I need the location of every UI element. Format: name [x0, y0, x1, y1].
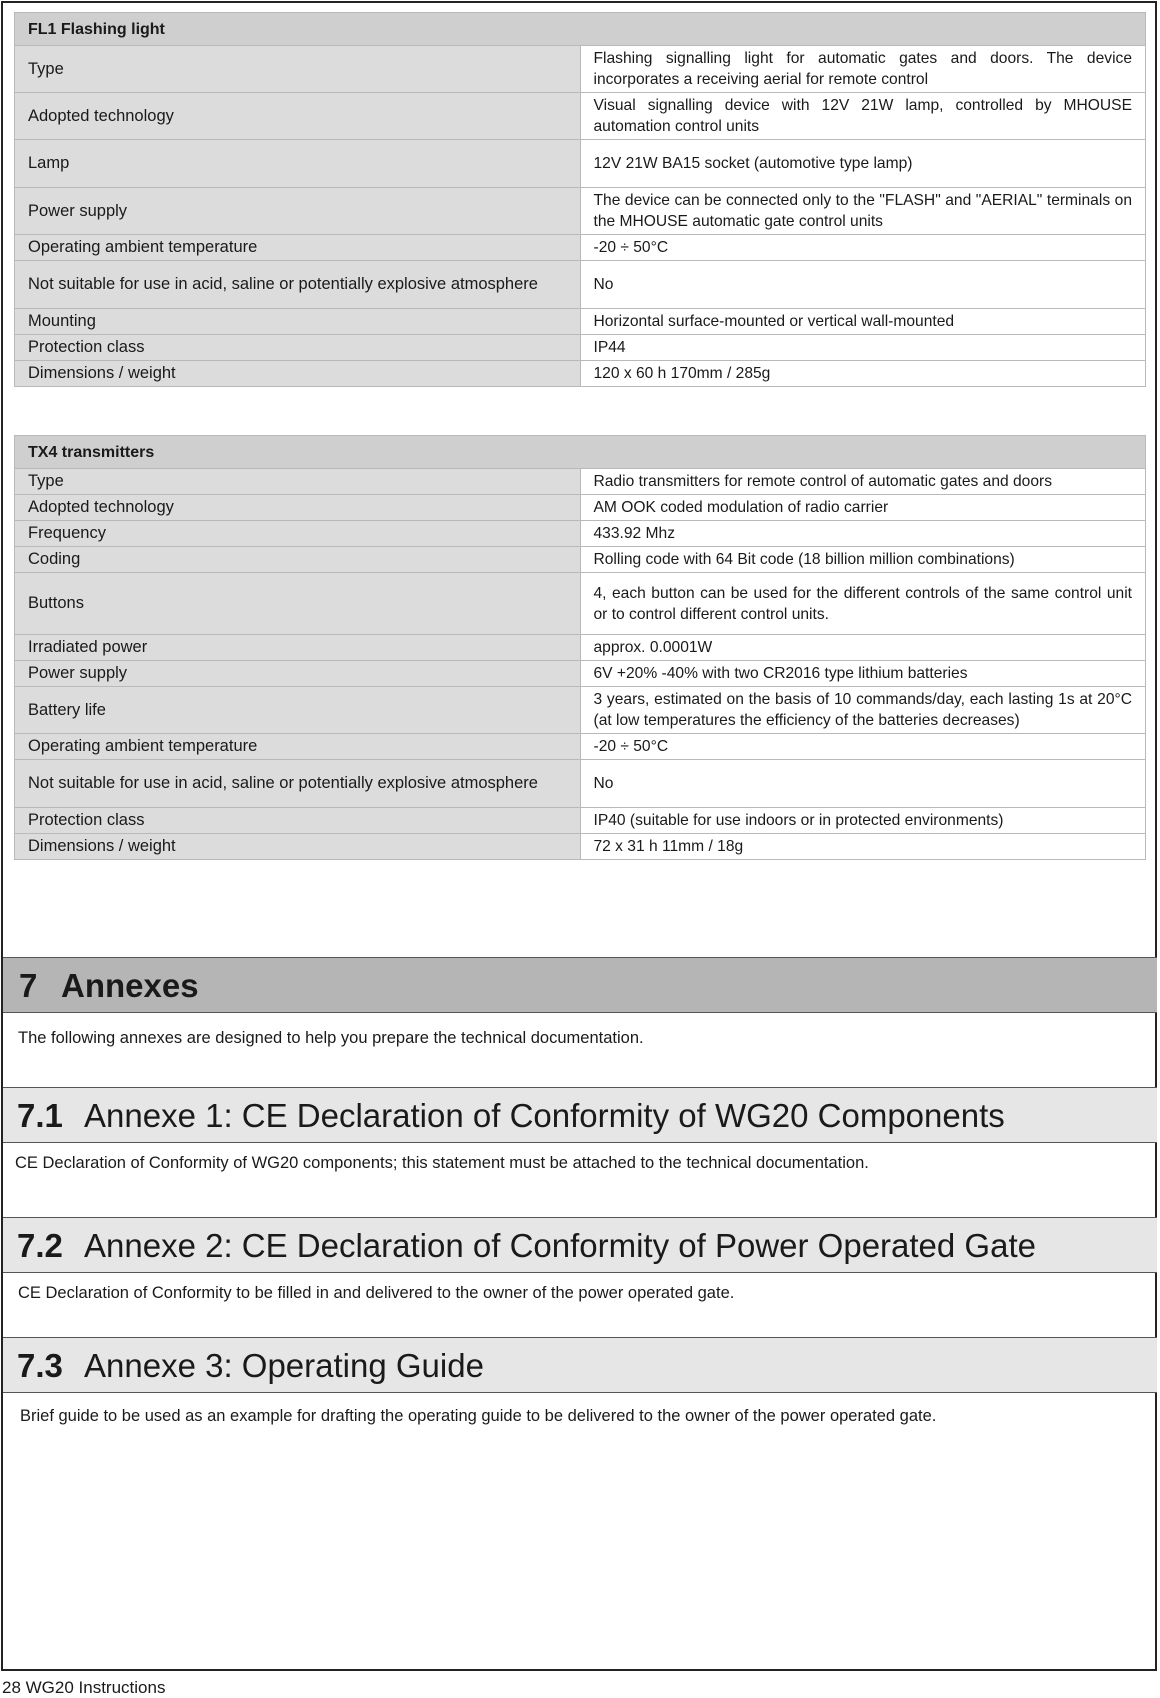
table-row: [15, 808, 1146, 834]
table-row: [15, 521, 1146, 547]
table-row: [15, 309, 1146, 335]
table-row: [15, 573, 1146, 635]
section-title: Annexes: [61, 967, 199, 1004]
row-value: IP44: [580, 335, 1146, 361]
table-row: [15, 361, 1146, 387]
row-label: Type: [15, 46, 581, 93]
row-label: Adopted technology: [15, 93, 581, 140]
table-row: [15, 46, 1146, 93]
annex-number: 7.1: [17, 1097, 63, 1134]
table-row: [15, 687, 1146, 734]
table-title: TX4 transmitters: [15, 436, 1146, 469]
row-label: Power supply: [15, 188, 581, 235]
annex-title: Annexe 3: Operating Guide: [84, 1347, 484, 1384]
table-row: [15, 93, 1146, 140]
table-row: [15, 495, 1146, 521]
row-value: 12V 21W BA15 socket (automotive type lamp): [580, 140, 1146, 188]
table-row: [15, 760, 1146, 808]
row-value: IP40 (suitable for use indoors or in protected environments): [580, 808, 1146, 834]
annex-number: 7.3: [17, 1347, 63, 1384]
table-row: [15, 547, 1146, 573]
row-value: 4, each button can be used for the different controls of the same control unit or to control different control units.: [580, 573, 1146, 635]
annex-number: 7.2: [17, 1227, 63, 1264]
section-7-intro: The following annexes are designed to help you prepare the technical documentation.: [18, 1029, 644, 1047]
row-value: Horizontal surface-mounted or vertical wall-mounted: [580, 309, 1146, 335]
row-value: 3 years, estimated on the basis of 10 commands/day, each lasting 1s at 20°C (at low temperatures the efficiency of the batteries decreases): [580, 687, 1146, 734]
row-label: Dimensions / weight: [15, 834, 581, 860]
table-row: [15, 235, 1146, 261]
row-label: Operating ambient temperature: [15, 734, 581, 760]
row-label: Power supply: [15, 661, 581, 687]
row-label: Frequency: [15, 521, 581, 547]
table-row: [15, 469, 1146, 495]
row-value: Rolling code with 64 Bit code (18 billion million combinations): [580, 547, 1146, 573]
annex-title: Annexe 2: CE Declaration of Conformity of Power Operated Gate: [84, 1227, 1036, 1264]
page-footer: 28 WG20 Instructions: [2, 1678, 166, 1697]
row-value: -20 ÷ 50°C: [580, 734, 1146, 760]
row-value: Radio transmitters for remote control of automatic gates and doors: [580, 469, 1146, 495]
row-label: Protection class: [15, 808, 581, 834]
row-value: 6V +20% -40% with two CR2016 type lithium batteries: [580, 661, 1146, 687]
row-value: The device can be connected only to the "FLASH" and "AERIAL" terminals on the MHOUSE automatic gate control units: [580, 188, 1146, 235]
row-value: 72 x 31 h 11mm / 18g: [580, 834, 1146, 860]
table-title: FL1 Flashing light: [15, 13, 1146, 46]
table-row: [15, 635, 1146, 661]
row-value: No: [580, 261, 1146, 309]
table-row: [15, 834, 1146, 860]
table-row: [15, 261, 1146, 309]
row-label: Coding: [15, 547, 581, 573]
row-label: Not suitable for use in acid, saline or potentially explosive atmosphere: [15, 760, 581, 808]
annex-2-heading: [3, 1217, 1157, 1273]
table-row: [15, 661, 1146, 687]
annex-3-heading: [3, 1337, 1157, 1393]
annex-2-text: CE Declaration of Conformity to be filled in and delivered to the owner of the power operated gate.: [18, 1284, 735, 1302]
row-label: Dimensions / weight: [15, 361, 581, 387]
row-label: Adopted technology: [15, 495, 581, 521]
row-value: Flashing signalling light for automatic gates and doors. The device incorporates a receiving aerial for remote control: [580, 46, 1146, 93]
row-value: 120 x 60 h 170mm / 285g: [580, 361, 1146, 387]
row-value: AM OOK coded modulation of radio carrier: [580, 495, 1146, 521]
row-label: Mounting: [15, 309, 581, 335]
row-value: 433.92 Mhz: [580, 521, 1146, 547]
row-label: Irradiated power: [15, 635, 581, 661]
fl1-spec-table: [14, 12, 1146, 387]
table-row: [15, 335, 1146, 361]
annex-1-heading: [3, 1087, 1157, 1143]
row-label: Lamp: [15, 140, 581, 188]
row-label: Not suitable for use in acid, saline or potentially explosive atmosphere: [15, 261, 581, 309]
row-label: Type: [15, 469, 581, 495]
annex-title: Annexe 1: CE Declaration of Conformity of WG20 Components: [84, 1097, 1005, 1134]
table-row: [15, 140, 1146, 188]
row-label: Operating ambient temperature: [15, 235, 581, 261]
row-label: Protection class: [15, 335, 581, 361]
table-row: [15, 734, 1146, 760]
tx4-spec-table: [14, 435, 1146, 860]
section-7-heading: [3, 957, 1157, 1013]
annex-1-text: CE Declaration of Conformity of WG20 components; this statement must be attached to the technical documentation.: [15, 1154, 869, 1172]
section-number: 7: [19, 967, 38, 1004]
row-value: No: [580, 760, 1146, 808]
row-label: Buttons: [15, 573, 581, 635]
table-row: [15, 188, 1146, 235]
row-value: -20 ÷ 50°C: [580, 235, 1146, 261]
row-label: Battery life: [15, 687, 581, 734]
annex-3-text: Brief guide to be used as an example for drafting the operating guide to be delivered to the owner of the power operated gate.: [20, 1407, 937, 1425]
row-value: approx. 0.0001W: [580, 635, 1146, 661]
row-value: Visual signalling device with 12V 21W lamp, controlled by MHOUSE automation control units: [580, 93, 1146, 140]
